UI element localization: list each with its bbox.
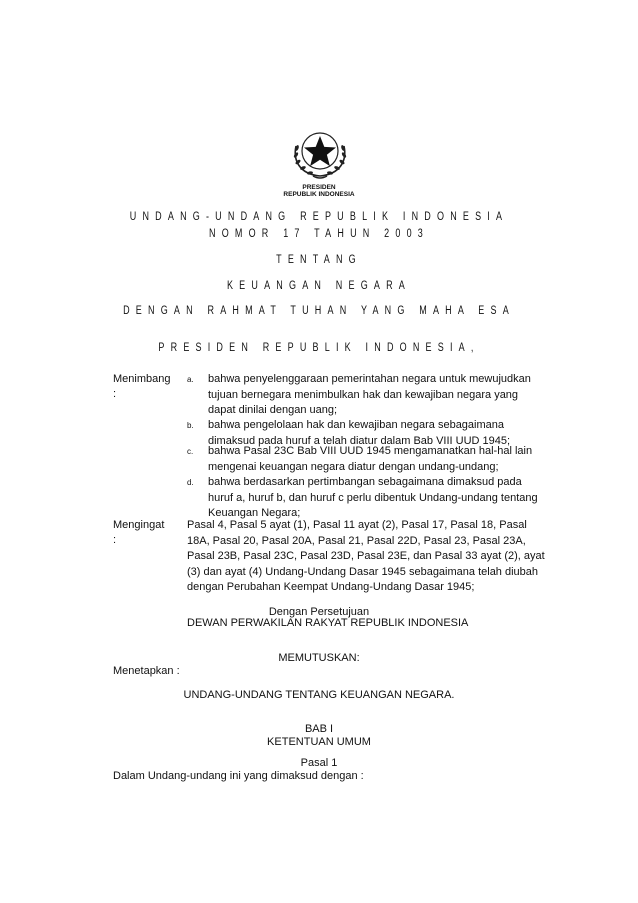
article-number: Pasal 1 [300, 757, 338, 769]
approval-line2: DEWAN PERWAKILAN RAKYAT REPUBLIK INDONESIA [187, 617, 469, 629]
law-number: NOMOR 17 TAHUN 2003 [209, 226, 429, 240]
law-president: PRESIDEN REPUBLIK INDONESIA, [158, 340, 480, 354]
menimbang-item-b: bahwa pengelolaan hak dan kewajiban negara sebagaimana dimaksud pada huruf a telah diatur dalam Bab VIII UUD 1945; [208, 419, 511, 447]
menimbang-item-c: bahwa Pasal 23C Bab VIII UUD 1945 mengamanatkan hal-hal lain mengenai keuangan negara diatur dengan undang-undang; [208, 445, 533, 473]
approval-line1: Dengan Persetujuan [268, 606, 370, 618]
chapter-number: BAB I [304, 723, 334, 735]
menimbang-item-d: bahwa berdasarkan pertimbangan sebagaimana dimaksud pada huruf a, huruf b, dan huruf c perlu dibentuk Undang-undang tentang Keuangan Negara; [208, 476, 538, 519]
menimbang-marker-d: d. [187, 478, 194, 487]
law-subject: KEUANGAN NEGARA [226, 278, 412, 292]
emblem-caption-line1: PRESIDEN [302, 184, 336, 191]
menimbang-marker-a: a. [187, 375, 194, 384]
decision-title: UNDANG-UNDANG TENTANG KEUANGAN NEGARA. [183, 689, 455, 701]
mengingat-label: Mengingat [113, 519, 165, 531]
menimbang-marker-b: b. [187, 421, 194, 430]
mengingat-colon: : [113, 534, 117, 546]
emblem-caption-line2: REPUBLIK INDONESIA [283, 191, 355, 198]
law-about: TENTANG [276, 252, 362, 266]
mengingat-text: Pasal 4, Pasal 5 ayat (1), Pasal 11 ayat (2), Pasal 17, Pasal 18, Pasal 18A, Pasal 20, Pasal 20A, Pasal 21, Pasal 22D, Pasal 23, Pasal 23A, Pasal 23B, Pasal 23C, Pasal 23D, Pasal 23E, dan Pasal 33 ayat (2), ayat (3) dan ayat (4) Undang-Undang Dasar 1945 sebagaimana telah diubah dengan Perubahan Keempat Undang-Undang Dasar 1945; [187, 519, 545, 593]
decision-heading: MEMUTUSKAN: [278, 652, 360, 664]
article-intro: Dalam Undang-undang ini yang dimaksud dengan : [113, 770, 364, 782]
menimbang-colon: : [113, 388, 117, 400]
law-title: UNDANG-UNDANG REPUBLIK INDONESIA [129, 209, 509, 223]
menimbang-marker-c: c. [187, 447, 194, 456]
law-grace: DENGAN RAHMAT TUHAN YANG MAHA ESA [123, 303, 515, 317]
menimbang-item-a: bahwa penyelenggaraan pemerintahan negara untuk mewujudkan tujuan bernegara menimbulkan hak dan kewajiban negara yang dapat dinilai dengan uang; [208, 373, 531, 416]
menimbang-label: Menimbang [113, 373, 171, 385]
decision-label: Menetapkan : [113, 665, 180, 677]
chapter-title: KETENTUAN UMUM [267, 736, 371, 748]
garuda-star-seal-icon [285, 126, 355, 182]
